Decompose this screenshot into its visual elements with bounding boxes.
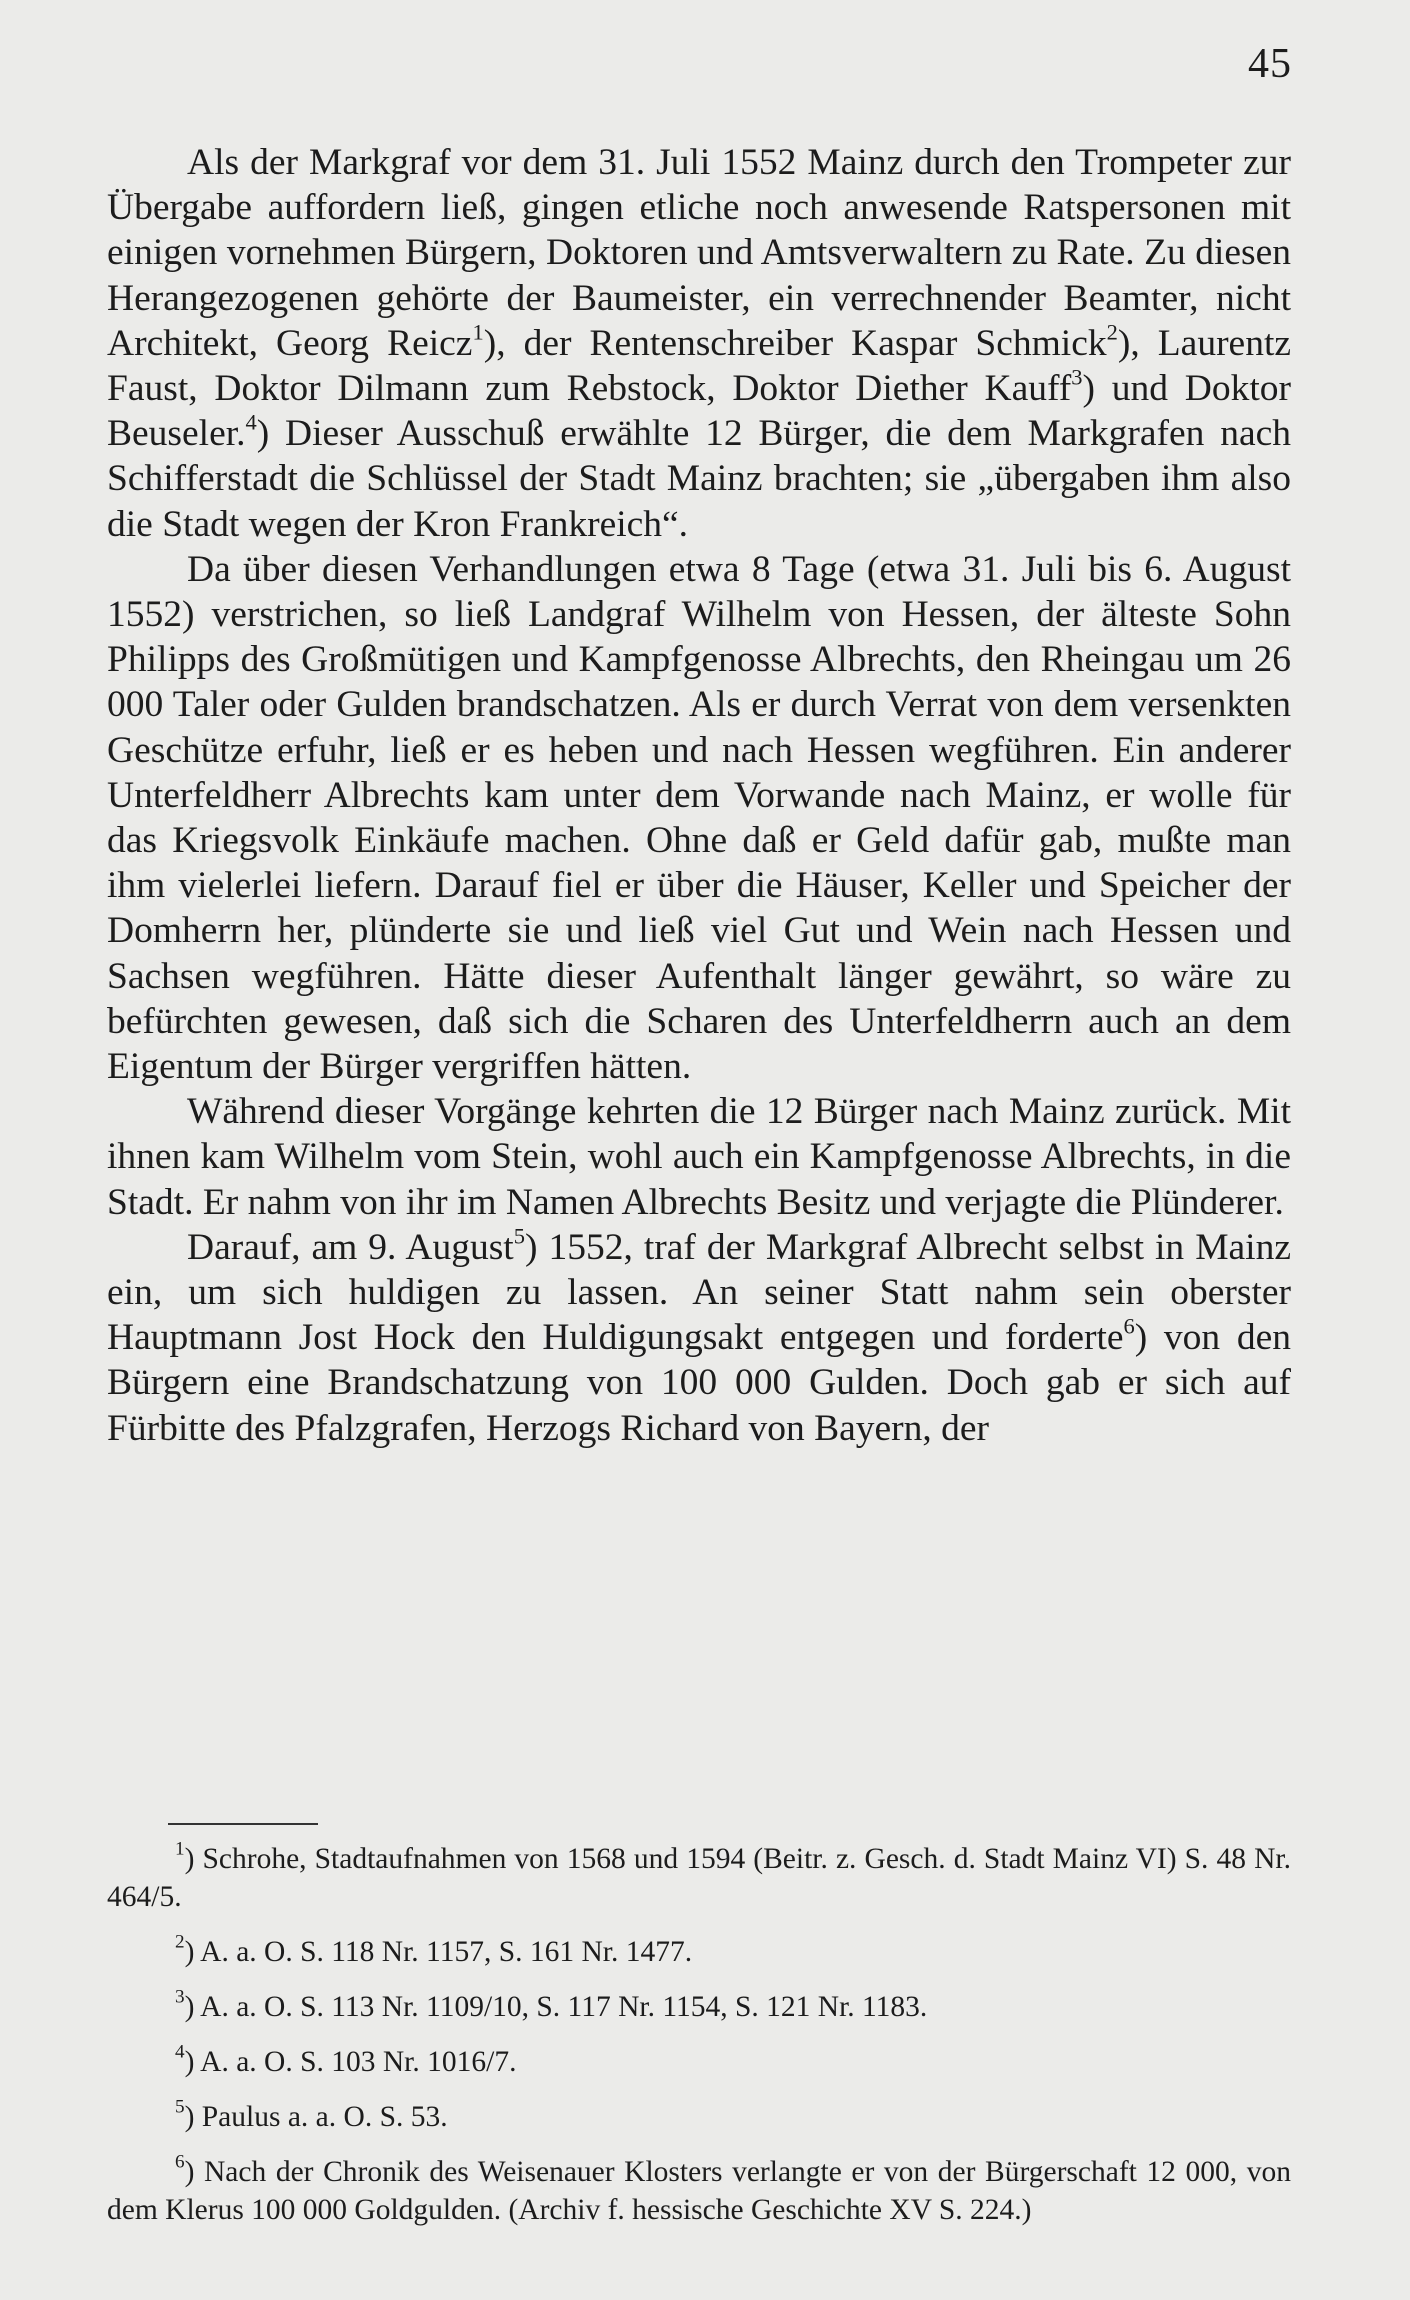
footnote-text: ) Schrohe, Stadtaufnahmen von 1568 und 1594 (Beitr. z. Gesch. d. Stadt Mainz VI) S. 48 Nr. 464/5. [107,1843,1291,1913]
footnote-text: ) A. a. O. S. 113 Nr. 1109/10, S. 117 Nr. 1154, S. 121 Nr. 1183. [184,1991,928,2023]
paragraph [107,1225,1291,1451]
footnote [107,2098,1291,2136]
footnote [107,2153,1291,2229]
text-run: ) Dieser Ausschuß erwählte 12 Bürger, die dem Markgrafen nach Schifferstadt die Schlüssel der Stadt Mainz brachten; sie „übergaben ihm also die Stadt wegen der Kron Frankreich“. [107,413,1291,545]
page-number: 45 [1248,41,1292,87]
footnote-ref[interactable]: 2 [1106,319,1118,345]
text-run: ) und Doktor Beuseler. [107,368,1291,455]
footnote-divider [168,1823,318,1825]
footnote-mark: 5 [175,2096,185,2118]
footnote-ref[interactable]: 3 [1071,364,1083,390]
text-run: ) 1552, traf der Markgraf Albrecht selbst in Mainz ein, um sich huldigen zu lassen. An seiner Statt nahm sein oberster Hauptmann Jost Hock den Huldigungsakt entgegen und forderte [107,1226,1291,1359]
text-run: Da über diesen Verhandlungen etwa 8 Tage (etwa 31. Juli bis 6. August 1552) verstrichen, so ließ Landgraf Wilhelm von Hessen, der älteste Sohn Philipps des Großmütigen und Kampfgenosse Albrechts, den Rheingau um 26 000 Taler oder Gulden brandschatzen. Als er durch Verrat von dem versenkten Geschütze erfuhr, ließ er es heben und nach Hessen wegführen. Ein anderer Unterfeldherr Albrechts kam unter dem Vorwande nach Mainz, er wolle für das Kriegsvolk Einkäufe machen. Ohne daß er Geld dafür gab, mußte man ihm vielerlei liefern. Darauf fiel er über die Häuser, Keller und Speicher der Domherrn her, plünderte sie und ließ viel Gut und Wein nach Hessen und Sachsen wegführen. Hätte dieser Aufenthalt länger gewährt, so wäre zu befürchten gewesen, daß sich die Scharen des Unterfeldherrn auch an dem Eigentum der Bürger vergriffen hätten. [107,548,1291,1088]
footnote [107,1933,1291,1971]
footnote-mark: 3 [175,1986,185,2008]
footnote-ref[interactable]: 1 [472,319,484,345]
paragraph [107,1089,1291,1225]
footnotes [107,1840,1291,2246]
text-run: ), Laurentz Faust, Doktor Dilmann zum Rebstock, Doktor Diether Kauff [107,322,1292,410]
footnote [107,1988,1291,2026]
footnote [107,2043,1291,2081]
footnote [107,1840,1291,1916]
text-run: ), der Rentenschreiber Kaspar Schmick [483,322,1107,364]
footnote-ref[interactable]: 5 [513,1223,525,1249]
text-run: Darauf, am 9. August [187,1226,514,1268]
text-run: Während dieser Vorgänge kehrten die 12 Bürger nach Mainz zurück. Mit ihnen kam Wilhelm vom Stein, wohl auch ein Kampfgenosse Albrechts, in die Stadt. Er nahm von ihr im Namen Albrechts Besitz und verjagte die Plünderer. [107,1091,1291,1223]
footnote-mark: 2 [175,1931,185,1953]
footnote-mark: 6 [175,2151,185,2173]
body-text [107,140,1291,1451]
text-run: Als der Markgraf vor dem 31. Juli 1552 Mainz durch den Trompeter zur Übergabe auffordern ließ, gingen etliche noch anwesende Ratspersonen mit einigen vornehmen Bürgern, Doktoren und Amtsverwaltern zu Rate. Zu diesen Herangezogenen gehörte der Baumeister, ein verrechnender Beamter, nicht Architekt, Georg Reicz [107,142,1291,364]
footnote-mark: 1 [175,1838,185,1860]
paragraph [107,547,1291,1089]
footnote-text: ) Nach der Chronik des Weisenauer Klosters verlangte er von der Bürgerschaft 12 000, von dem Klerus 100 000 Goldgulden. (Archiv f. hessische Geschichte XV S. 224.) [107,2156,1291,2226]
footnote-mark: 4 [175,2041,185,2063]
footnote-text: ) A. a. O. S. 118 Nr. 1157, S. 161 Nr. 1477. [184,1936,693,1968]
footnote-ref[interactable]: 4 [245,409,257,435]
footnote-text: ) A. a. O. S. 103 Nr. 1016/7. [184,2046,517,2078]
footnote-text: ) Paulus a. a. O. S. 53. [184,2101,448,2133]
footnote-ref[interactable]: 6 [1123,1313,1135,1339]
paragraph [107,140,1291,547]
text-run: ) von den Bürgern eine Brandschatzung von 100 000 Gulden. Doch gab er sich auf Fürbitte des Pfalzgrafen, Herzogs Richard von Bayern, der [107,1317,1291,1449]
